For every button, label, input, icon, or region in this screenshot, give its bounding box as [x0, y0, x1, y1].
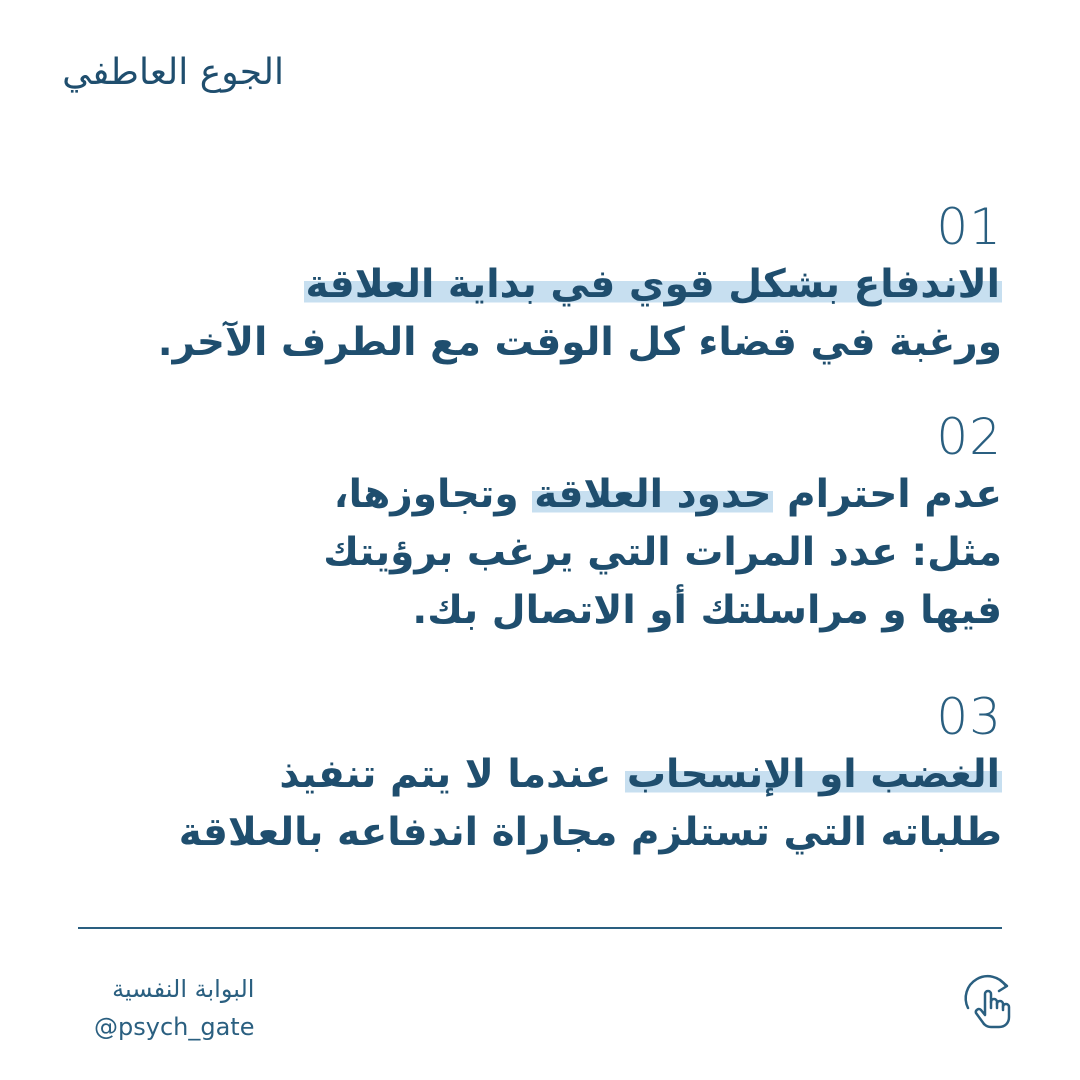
item-number: 01	[936, 198, 1002, 256]
item-1	[158, 198, 1002, 372]
brand	[94, 970, 254, 1046]
item-line	[158, 256, 1002, 314]
item-line: طلباته التي تستلزم مجاراة اندفاعه بالعلاقة	[178, 810, 1002, 855]
highlight: الغضب او الإنسحاب	[626, 752, 1000, 797]
highlight: حدود العلاقة	[534, 472, 772, 517]
item-line: ورغبة في قضاء كل الوقت مع الطرف الآخر.	[157, 320, 1002, 365]
item-number: 02	[936, 408, 1002, 466]
item-line: فيها و مراسلتك أو الاتصال بك.	[412, 588, 1002, 633]
brand-name: البوابة النفسية	[112, 975, 255, 1003]
swipe-hand-icon[interactable]	[958, 972, 1022, 1036]
highlight: الاندفاع بشكل قوي في بداية العلاقة	[305, 262, 1000, 307]
brand-handle: @psych_gate	[94, 1013, 255, 1041]
item-line: الغضب او الإنسحاب عندما لا يتم تنفيذ	[279, 752, 1000, 797]
item-number: 03	[936, 688, 1002, 746]
divider	[78, 927, 1002, 929]
item-line: عدم احترام حدود العلاقة وتجاوزها،	[333, 472, 1002, 517]
page-title: الجوع العاطفي	[62, 52, 284, 93]
item-line: مثل: عدد المرات التي يرغب برؤيتك	[323, 530, 1002, 575]
item-3	[179, 688, 1002, 862]
item-2	[323, 408, 1002, 640]
